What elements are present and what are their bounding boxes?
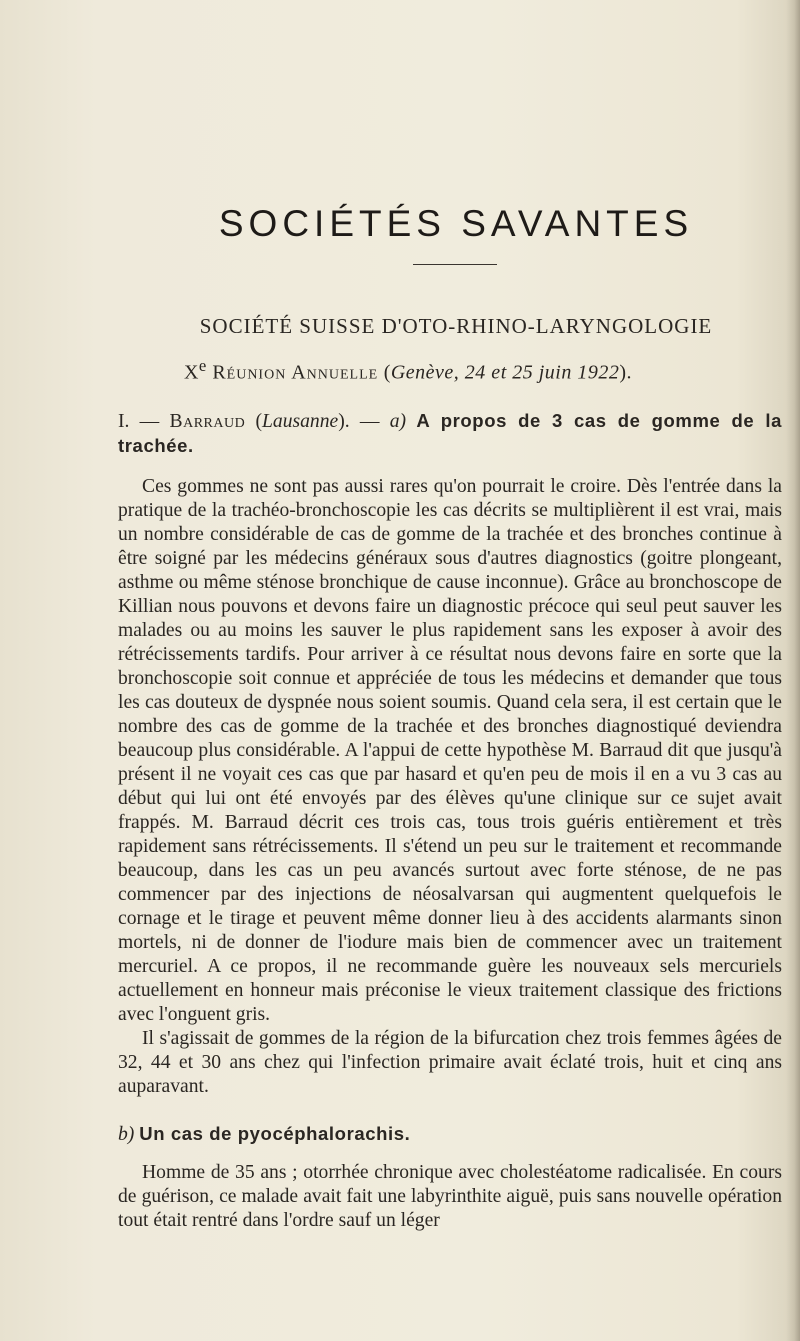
section-2-heading (118, 1122, 782, 1147)
meeting-number: X (183, 361, 199, 384)
section-1-author: Barraud (169, 411, 246, 432)
section-1-paragraph-1: Ces gommes ne sont pas aussi rares qu'on pourrait le croire. Dès l'entrée dans la pratique de la trachéo-bronchoscopie les cas décrits se multiplièrent il est vrai, mais un nombre considérable de cas de gomme de la trachée et des bronches continue à être soigné par les médecins généraux sous d'autres diagnostics (goitre plongeant, asthme ou même sténose bronchique de cause inconnue). Grâce au bronchoscope de Killian nous pouvons et devons faire un diagnostic précoce qui seul peut sauver les malades ou au moins les sauver le plus rapidement sans les exposer à avoir des rétrécissements tardifs. Pour arriver à ce résultat nous devons faire en sorte que la bronchoscopie soit connue et appréciée de tous les médecins et demander que tous les cas douteux de dyspnée nous soient soumis. Quand cela sera, il est certain que le nombre des cas de gomme de la trachée et des bronches diagnostiqué deviendra beaucoup plus considérable. A l'appui de cette hypothèse M. Barraud dit que jusqu'à présent il ne voyait ces cas que par hasard et qu'en peu de mois il en a vu 3 cas au début qui lui ont été envoyés par des élèves qu'une clinique sur ce sujet avait frappés. M. Barraud décrit ces trois cas, tous trois guéris entièrement et très rapidement sans rétrécissements. Il s'étend un peu sur le traitement et recommande beaucoup, dans les cas un peu avancés surtout avec forte sténose, de ne pas commencer par des injections de néosalvarsan qui augmentent quelquefois le cornage et le tirage et peuvent même donner lieu à des accidents alarmants sinon mortels, ni de donner de l'iodure mais bien de commencer avec un traitement mercuriel. A ce propos, il ne recommande guère les nouveaux sels mercuriels actuellement en honneur mais préconise le vieux traitement classique des frictions avec l'onguent gris. (118, 476, 782, 1025)
society-heading: SOCIÉTÉ SUISSE D'OTO-RHINO-LARYNGOLOGIE (199, 314, 713, 338)
section-1-heading (118, 409, 782, 459)
spacer (118, 1147, 782, 1161)
page-edge-shadow (786, 0, 800, 1341)
section-2-title: Un cas de pyocéphalorachis. (139, 1123, 411, 1144)
meeting-label: Réunion Annuelle (212, 361, 379, 384)
section-1-paragraph-2: Il s'agissait de gommes de la région de la bifurcation chez trois femmes âgées de 32, 44 et 30 ans chez qui l'infection primaire avait éclaté trois, huit et cinq ans auparavant. (118, 1028, 782, 1097)
section-1-city: Lausanne (262, 411, 339, 432)
section-1-close-paren: ). — (338, 411, 390, 432)
meeting-close-paren: ). (619, 361, 633, 384)
section-1-numeral: I. — (118, 411, 170, 432)
page-title: SOCIÉTÉS SAVANTES (218, 203, 694, 244)
meeting-line (0, 356, 800, 385)
title-divider (413, 264, 497, 265)
section-1-open-paren: ( (245, 411, 262, 432)
meeting-open-paren: ( (378, 361, 391, 384)
spacer (118, 459, 782, 475)
section-1-letter: a) (389, 411, 407, 432)
spacer (118, 1099, 782, 1122)
article-body (118, 409, 782, 1233)
section-2-paragraph-1: Homme de 35 ans ; otorrhée chronique avec cholestéatome radicalisée. En cours de guérison, ce malade avait fait une labyrinthite aiguë, puis sans nouvelle opération tout était rentré dans l'ordre sauf un léger (118, 1162, 782, 1231)
section-2-letter: b) (118, 1124, 135, 1145)
meeting-place-date: Genève, 24 et 25 juin 1922 (390, 361, 620, 384)
meeting-number-sup: e (198, 356, 207, 375)
section-1-title: A propos de 3 cas de gomme de la trachée. (118, 410, 782, 456)
